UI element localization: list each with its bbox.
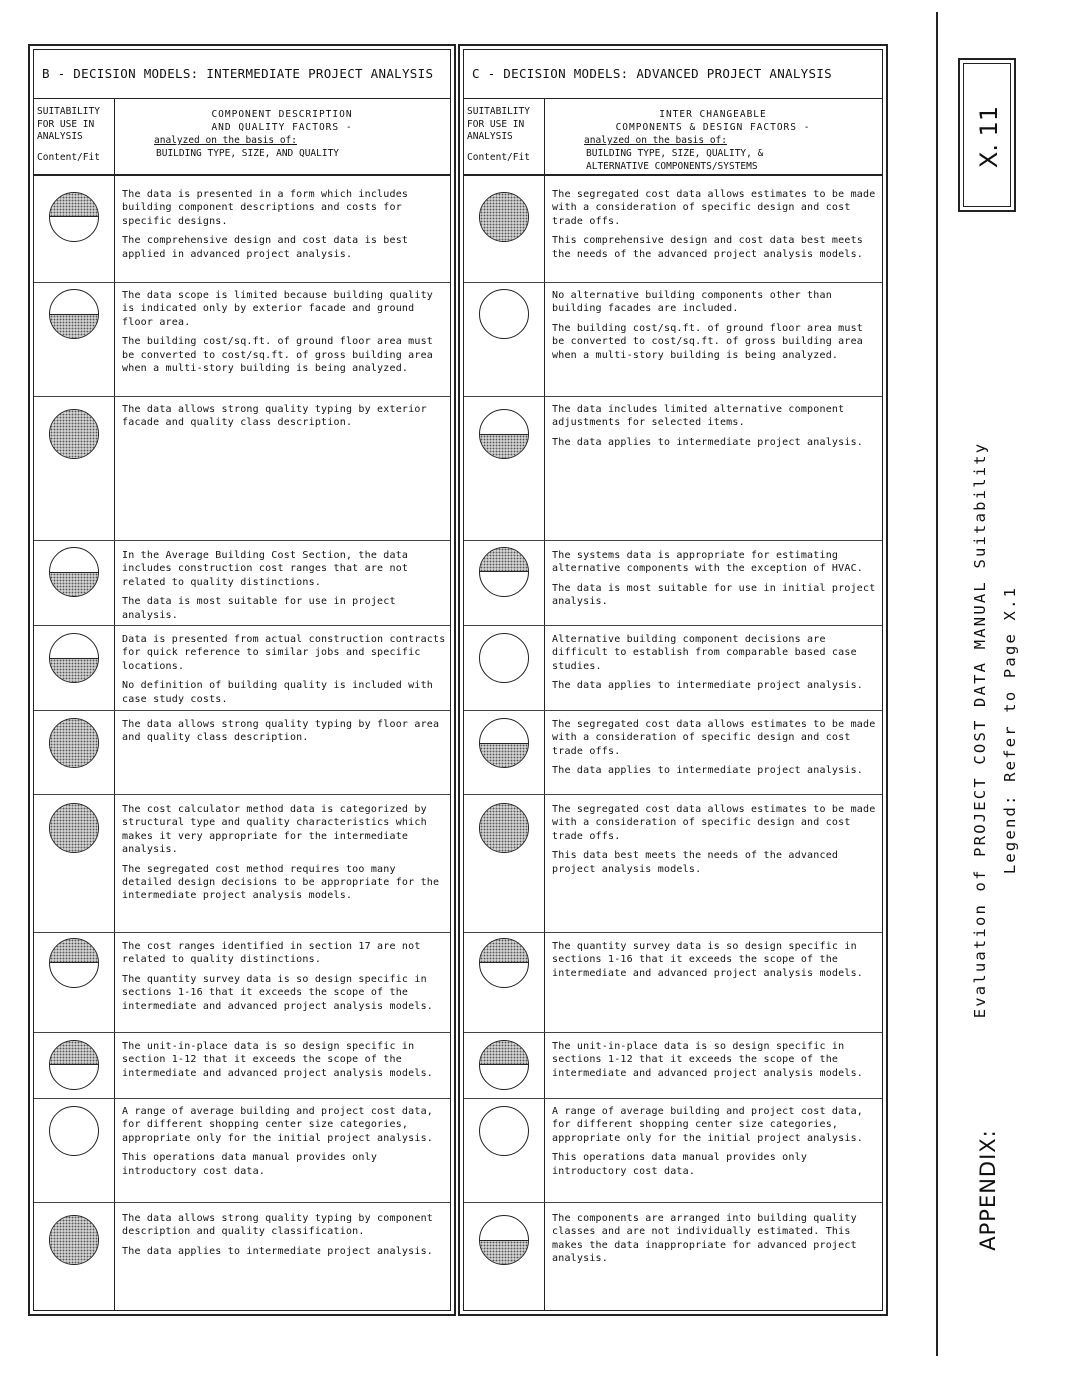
- rating-top-icon: [479, 547, 529, 597]
- suitability-header-line: FOR USE IN: [467, 118, 525, 130]
- appendix-number: X. 11: [975, 105, 1003, 169]
- description-paragraph: The cost calculator method data is categorized by structural type and quality characteristics which makes it very appropriate for the intermediate analysis.: [122, 804, 427, 856]
- description-paragraph: The systems data is appropriate for estimating alternative components with the exception of HVAC.: [552, 550, 864, 575]
- row-description: [552, 1212, 878, 1266]
- component-header-line: ALTERNATIVE COMPONENTS/SYSTEMS: [586, 161, 758, 172]
- description-paragraph: The segregated cost method requires too many detailed design decisions to be appropriate for the intermediate project analysis models.: [122, 863, 440, 902]
- description-paragraph: This data best meets the needs of the advanced project analysis models.: [552, 850, 839, 875]
- description-paragraph: A range of average building and project cost data, for different shopping center size categories, appropriate only for the initial project analysis.: [122, 1106, 434, 1144]
- row-description: [552, 633, 878, 693]
- description-paragraph: The quantity survey data is so design specific in sections 1-16 that it exceeds the scope of the intermediate and advanced project analysis models.: [552, 941, 864, 979]
- rating-row: [464, 625, 882, 692]
- suitability-header-line: SUITABILITY: [37, 106, 100, 117]
- rating-row: [34, 540, 450, 621]
- rating-row: [464, 282, 882, 361]
- component-header-underlined: analyzed on the basis of:: [154, 135, 297, 146]
- description-paragraph: The data is most suitable for use in initial project analysis.: [552, 582, 876, 608]
- description-paragraph: The data allows strong quality typing by floor area and quality class description.: [122, 719, 440, 744]
- description-paragraph: The data is presented in a form which includes building component descriptions and costs for specific designs.: [122, 189, 409, 227]
- row-description: [552, 403, 878, 449]
- title-divider: [34, 98, 450, 99]
- rating-fill: [480, 1240, 528, 1264]
- row-description: [122, 1105, 446, 1178]
- rating-top-icon: [479, 1040, 529, 1090]
- rating-fill: [50, 410, 98, 458]
- content-fit-label: Content/Fit: [467, 151, 530, 163]
- rating-fill: [50, 572, 98, 596]
- rating-bottom-icon: [479, 1215, 529, 1265]
- rating-bottom-icon: [479, 409, 529, 459]
- column-divider: [114, 98, 115, 1310]
- rating-full-icon: [49, 1215, 99, 1265]
- description-paragraph: The comprehensive design and cost data is best applied in advanced project analysis.: [122, 235, 409, 260]
- description-paragraph: This comprehensive design and cost data best meets the needs of the advanced project analysis models.: [552, 235, 864, 260]
- content-fit-label: Content/Fit: [37, 151, 100, 163]
- description-paragraph: The data allows strong quality typing by component description and quality classification.: [122, 1213, 434, 1238]
- component-header-line: COMPONENT DESCRIPTION: [211, 109, 353, 120]
- suitability-header-line: ANALYSIS: [37, 131, 83, 142]
- rating-row: [464, 540, 882, 608]
- rating-empty-icon: [49, 1106, 99, 1156]
- description-paragraph: The components are arranged into building quality classes and are not individually estimated. This makes the data inappropriate for advanced project analysis.: [552, 1213, 857, 1265]
- rating-row: [34, 1032, 450, 1079]
- rating-fill: [480, 743, 528, 767]
- row-description: [552, 289, 878, 362]
- suitability-header-line: SUITABILITY: [467, 106, 530, 117]
- description-paragraph: The data applies to intermediate project analysis.: [122, 1245, 434, 1257]
- description-paragraph: No definition of building quality is included with case study costs.: [122, 680, 434, 705]
- description-paragraph: The data is most suitable for use in project analysis.: [122, 596, 396, 621]
- row-description: [122, 803, 446, 903]
- rating-row: [464, 1032, 882, 1079]
- panel-intermediate-analysis: [28, 44, 456, 1316]
- description-paragraph: This operations data manual provides only introductory cost data.: [552, 1152, 808, 1177]
- description-paragraph: The unit-in-place data is so design specific in section 1-12 that it exceeds the scope of the intermediate and advanced project analysis models.: [122, 1041, 434, 1079]
- rating-top-icon: [49, 1040, 99, 1090]
- rating-row: [34, 1202, 450, 1257]
- description-paragraph: Alternative building component decisions are difficult to establish from comparable based case studies.: [552, 634, 857, 672]
- row-description: [122, 188, 446, 261]
- panel-title: B - DECISION MODELS: INTERMEDIATE PROJECT ANALYSIS: [42, 66, 434, 81]
- description-paragraph: Data is presented from actual construction contracts for quick reference to similar jobs and specific locations.: [122, 634, 446, 672]
- component-header-line: BUILDING TYPE, SIZE, QUALITY, &: [586, 148, 764, 159]
- description-paragraph: The data includes limited alternative component adjustments for selected items.: [552, 404, 845, 429]
- description-paragraph: The segregated cost data allows estimates to be made with a consideration of specific design and cost trade offs.: [552, 719, 876, 757]
- rating-fill: [50, 1216, 98, 1264]
- row-description: [122, 633, 446, 706]
- rating-row: [34, 794, 450, 902]
- description-paragraph: The unit-in-place data is so design specific in sections 1-12 that it exceeds the scope of the intermediate and advanced project analysis models.: [552, 1041, 864, 1079]
- rating-bottom-icon: [49, 633, 99, 683]
- component-header-line: BUILDING TYPE, SIZE, AND QUALITY: [156, 148, 340, 159]
- rating-empty-icon: [479, 289, 529, 339]
- suitability-header: [37, 106, 100, 164]
- rating-full-icon: [49, 803, 99, 853]
- rating-row: [34, 1098, 450, 1177]
- panel-frame: [463, 49, 883, 1311]
- rating-full-icon: [479, 803, 529, 853]
- description-paragraph: No alternative building components other than building facades are included.: [552, 290, 832, 315]
- rating-bottom-icon: [479, 718, 529, 768]
- row-description: [552, 188, 878, 261]
- component-header-line: INTER CHANGEABLE: [659, 109, 767, 120]
- rating-top-icon: [49, 938, 99, 988]
- description-paragraph: The data allows strong quality typing by exterior facade and quality class description.: [122, 404, 427, 429]
- description-paragraph: The data applies to intermediate project analysis.: [552, 680, 864, 692]
- row-description: [552, 803, 878, 876]
- description-paragraph: The data applies to intermediate project analysis.: [552, 436, 864, 448]
- rating-fill: [480, 434, 528, 458]
- row-description: [552, 1105, 878, 1178]
- side-rule: [936, 12, 938, 1356]
- rating-top-icon: [479, 938, 529, 988]
- rating-row: [464, 396, 882, 448]
- row-description: [122, 1212, 446, 1258]
- rating-empty-icon: [479, 633, 529, 683]
- suitability-header-line: ANALYSIS: [467, 131, 513, 142]
- rating-row: [34, 625, 450, 705]
- row-description: [122, 718, 446, 745]
- description-paragraph: The data scope is limited because building quality is indicated only by exterior facade and ground floor area.: [122, 290, 434, 328]
- row-description: [122, 549, 446, 622]
- description-paragraph: In the Average Building Cost Section, the data includes construction cost ranges that are not related to quality distinctions.: [122, 550, 409, 588]
- panel-title: C - DECISION MODELS: ADVANCED PROJECT ANALYSIS: [472, 66, 832, 81]
- rating-full-icon: [49, 718, 99, 768]
- rating-fill: [480, 548, 528, 572]
- description-paragraph: The segregated cost data allows estimates to be made with a consideration of specific design and cost trade offs.: [552, 189, 876, 227]
- rating-row: [34, 710, 450, 744]
- description-paragraph: The data applies to intermediate project analysis.: [552, 765, 864, 777]
- rating-fill: [50, 719, 98, 767]
- panel-advanced-analysis: [458, 44, 888, 1316]
- rating-fill: [480, 804, 528, 852]
- description-paragraph: The segregated cost data allows estimates to be made with a consideration of specific design and cost trade offs.: [552, 804, 876, 842]
- row-description: [552, 940, 878, 980]
- row-description: [122, 940, 446, 1013]
- suitability-header: [467, 106, 530, 164]
- description-paragraph: A range of average building and project cost data, for different shopping center size categories, appropriate only for the initial project analysis.: [552, 1106, 864, 1144]
- title-divider: [464, 98, 882, 99]
- component-header-line: COMPONENTS & DESIGN FACTORS -: [615, 122, 811, 133]
- row-description: [552, 549, 878, 609]
- rating-fill: [50, 314, 98, 338]
- rating-fill: [480, 1041, 528, 1065]
- rating-row: [464, 1202, 882, 1265]
- row-description: [122, 289, 446, 375]
- rating-full-icon: [49, 409, 99, 459]
- rating-row: [34, 396, 450, 429]
- rating-bottom-icon: [49, 289, 99, 339]
- suitability-header-line: FOR USE IN: [37, 118, 95, 130]
- rating-row: [464, 710, 882, 777]
- appendix-number-box: [958, 58, 1016, 212]
- header-divider: [464, 174, 882, 176]
- evaluation-title: Evaluation of PROJECT COST DATA MANUAL Suitability: [971, 441, 989, 1019]
- component-header: [120, 108, 444, 160]
- legend-note: Legend: Refer to Page X.1: [1001, 585, 1019, 875]
- description-paragraph: The building cost/sq.ft. of ground floor area must be converted to cost/sq.ft. of gross building area when a multi-story building is being analyzed.: [122, 336, 434, 375]
- row-description: [122, 1040, 446, 1080]
- rating-fill: [50, 804, 98, 852]
- row-description: [552, 718, 878, 778]
- rating-bottom-icon: [49, 547, 99, 597]
- rating-row: [464, 932, 882, 979]
- rating-row: [34, 932, 450, 1012]
- rating-fill: [480, 193, 528, 241]
- rating-fill: [480, 939, 528, 963]
- description-paragraph: The building cost/sq.ft. of ground floor area must be converted to cost/sq.ft. of gross building area when a multi-story building is being analyzed.: [552, 322, 864, 361]
- description-paragraph: The cost ranges identified in section 17 are not related to quality distinctions.: [122, 941, 421, 966]
- component-header-underlined: analyzed on the basis of:: [584, 135, 727, 146]
- column-divider: [544, 98, 545, 1310]
- rating-full-icon: [479, 192, 529, 242]
- row-description: [552, 1040, 878, 1080]
- rating-fill: [50, 658, 98, 682]
- rating-empty-icon: [479, 1106, 529, 1156]
- appendix-label: APPENDIX:: [976, 1129, 1000, 1251]
- rating-row: [464, 1098, 882, 1177]
- rating-row: [34, 282, 450, 375]
- description-paragraph: This operations data manual provides only introductory cost data.: [122, 1152, 378, 1177]
- rating-fill: [50, 1041, 98, 1065]
- header-divider: [34, 174, 450, 176]
- rating-row: [464, 794, 882, 875]
- rating-top-icon: [49, 192, 99, 242]
- rating-fill: [50, 193, 98, 217]
- panel-frame: [33, 49, 451, 1311]
- component-header: [550, 108, 876, 173]
- component-header-line: AND QUALITY FACTORS -: [211, 122, 353, 133]
- row-description: [122, 403, 446, 430]
- description-paragraph: The quantity survey data is so design specific in sections 1-16 that it exceeds the scope of the intermediate and advanced project analysis models.: [122, 973, 434, 1012]
- rating-fill: [50, 939, 98, 963]
